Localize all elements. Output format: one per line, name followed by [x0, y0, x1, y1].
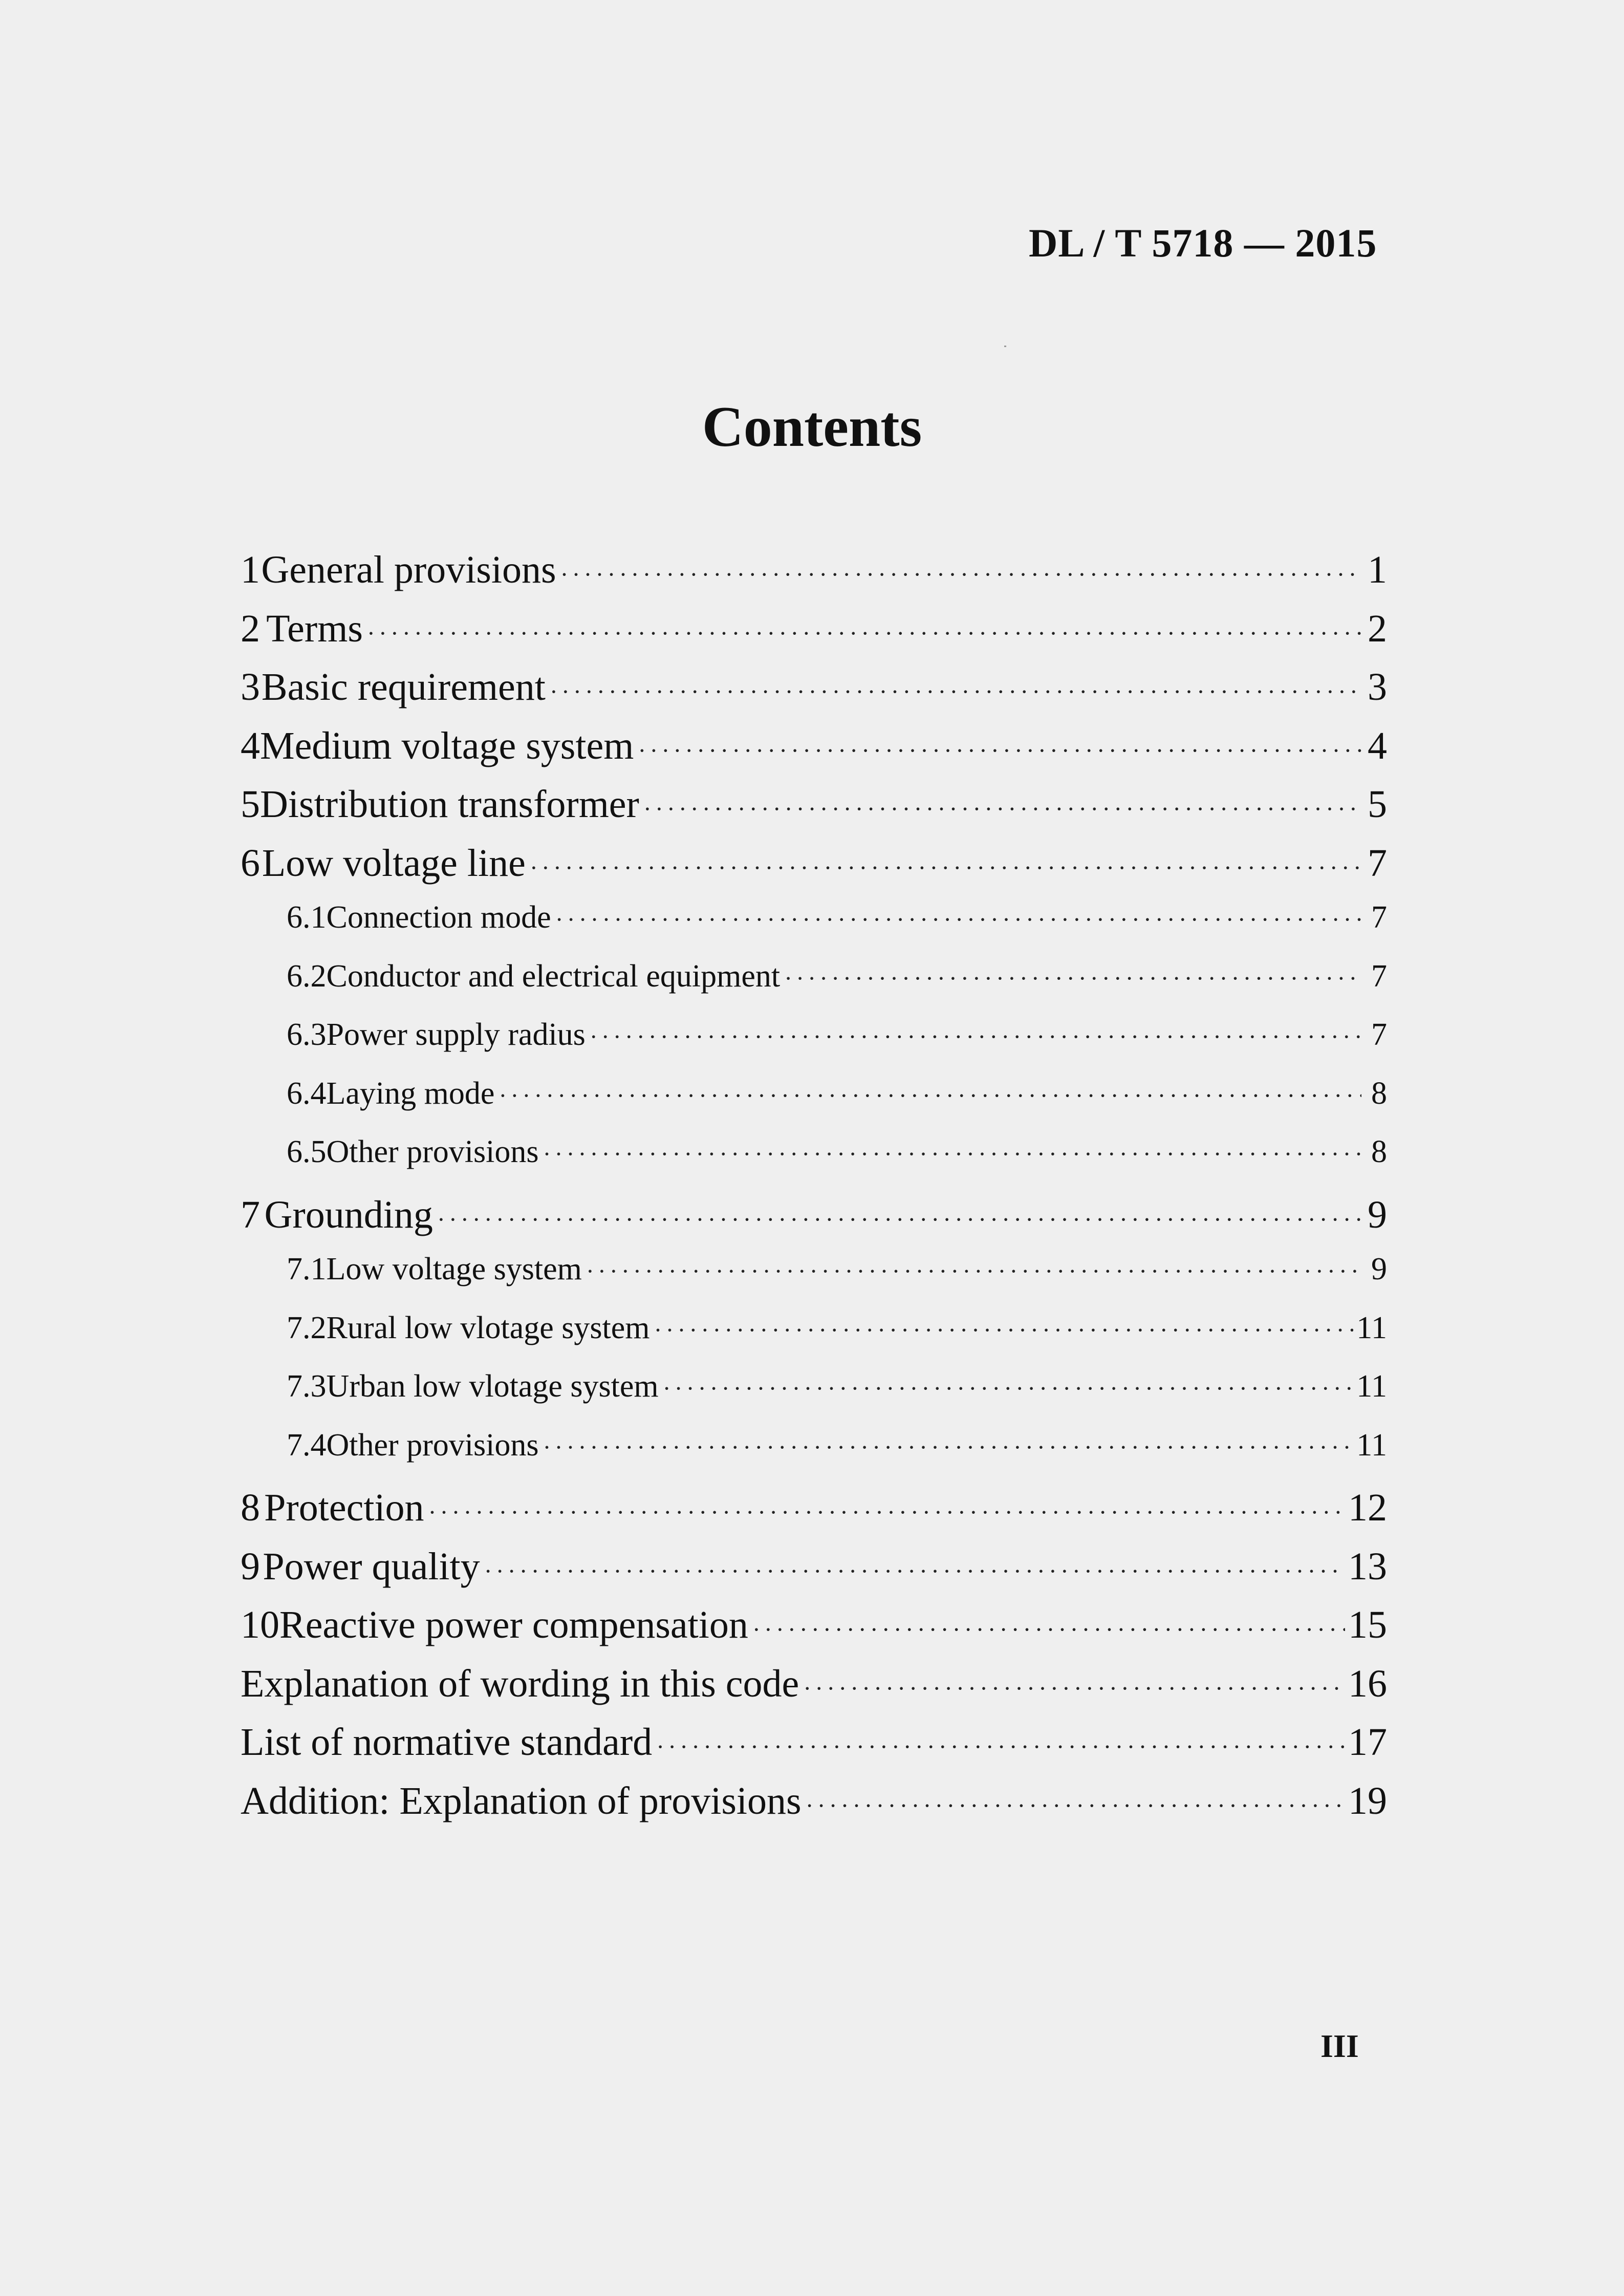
toc-label: Power supply radius [326, 1017, 586, 1052]
toc-entry[interactable] [241, 1603, 1387, 1662]
toc-label: Low voltage system [326, 1252, 582, 1286]
toc-page: 7 [1371, 958, 1387, 994]
toc-page: 7 [1368, 841, 1387, 885]
toc-label: Low voltage line [262, 841, 526, 885]
dot-leader [499, 1082, 1361, 1110]
toc-label: General provisions [261, 548, 556, 591]
toc-label: Protection [264, 1486, 424, 1529]
scan-speck [1004, 346, 1006, 347]
dot-leader [656, 1733, 1345, 1761]
toc-appendix-entry[interactable] [241, 1662, 1387, 1721]
dot-leader [530, 854, 1361, 882]
dot-leader [560, 561, 1361, 589]
toc-subentry[interactable] [241, 1134, 1387, 1193]
toc-number: 2 [241, 607, 260, 650]
toc-number: 3 [241, 666, 260, 709]
toc-number: 7 [241, 1193, 260, 1236]
toc-subentry[interactable] [241, 899, 1387, 958]
toc-entry[interactable] [241, 841, 1387, 900]
toc-entry[interactable] [241, 782, 1387, 841]
toc-number: 6.2 [287, 958, 327, 994]
toc-entry[interactable] [241, 1486, 1387, 1544]
toc-label: Basic requirement [261, 666, 546, 709]
toc-page: 16 [1348, 1662, 1387, 1705]
toc-label: Addition: Explanation of provisions [241, 1779, 802, 1822]
dot-leader [752, 1616, 1345, 1644]
toc-number: 5 [241, 783, 260, 826]
toc-label: Explanation of wording in this code [241, 1662, 799, 1705]
document-code: DL / T 5718 — 2015 [1029, 221, 1377, 265]
toc-subentry[interactable] [241, 1076, 1387, 1134]
dot-leader [437, 1206, 1361, 1234]
toc-label: Conductor and electrical equipment [326, 958, 781, 994]
toc-label: Power quality [263, 1544, 480, 1588]
toc-page: 8 [1371, 1134, 1387, 1169]
toc-page: 5 [1368, 783, 1387, 826]
toc-page: 2 [1368, 607, 1387, 650]
toc-number: 7.4 [287, 1427, 327, 1463]
toc-label: Terms [266, 607, 363, 650]
toc-label: Other provisions [326, 1134, 539, 1169]
toc-page: 9 [1368, 1193, 1387, 1236]
toc-subentry[interactable] [241, 1427, 1387, 1486]
dot-leader [367, 619, 1361, 648]
table-of-contents [241, 548, 1387, 1837]
toc-entry[interactable] [241, 607, 1387, 666]
toc-appendix-entry[interactable] [241, 1720, 1387, 1779]
dot-leader [543, 1433, 1354, 1462]
toc-subentry[interactable] [241, 1017, 1387, 1076]
dot-leader [643, 795, 1361, 823]
toc-subentry[interactable] [241, 1251, 1387, 1310]
toc-subentry[interactable] [241, 1368, 1387, 1427]
dot-leader [555, 906, 1361, 934]
toc-number: 8 [241, 1486, 260, 1529]
toc-number: 6.5 [287, 1134, 327, 1169]
toc-entry[interactable] [241, 1193, 1387, 1252]
toc-page: 7 [1371, 1017, 1387, 1052]
toc-label: Other provisions [326, 1427, 539, 1463]
toc-page: 12 [1348, 1486, 1387, 1529]
toc-page: 7 [1371, 900, 1387, 935]
toc-number: 4 [241, 724, 260, 767]
toc-number: 1 [241, 548, 260, 591]
toc-page: 11 [1356, 1427, 1387, 1463]
toc-page: 11 [1356, 1369, 1387, 1404]
dot-leader [654, 1316, 1353, 1344]
toc-label: Connection mode [326, 900, 551, 935]
toc-page: 11 [1356, 1310, 1387, 1345]
toc-number: 6.4 [287, 1076, 327, 1111]
toc-entry[interactable] [241, 548, 1387, 607]
toc-number: 7.1 [287, 1252, 327, 1286]
toc-page: 13 [1348, 1544, 1387, 1588]
toc-page: 8 [1371, 1076, 1387, 1111]
toc-label: Medium voltage system [260, 724, 634, 767]
dot-leader [590, 1023, 1361, 1051]
page-number: III [1320, 2028, 1359, 2064]
toc-page: 4 [1368, 724, 1387, 767]
toc-number: 7.2 [287, 1310, 327, 1345]
toc-number: 10 [241, 1603, 279, 1646]
toc-appendix-entry[interactable] [241, 1779, 1387, 1838]
toc-label: Urban low vlotage system [326, 1369, 659, 1404]
toc-number: 9 [241, 1544, 260, 1588]
dot-leader [543, 1140, 1361, 1168]
toc-page: 19 [1348, 1779, 1387, 1822]
toc-label: Distribution transformer [260, 783, 639, 826]
page-title: Contents [702, 395, 922, 459]
dot-leader [550, 678, 1361, 706]
dot-leader [638, 737, 1361, 765]
toc-entry[interactable] [241, 724, 1387, 783]
dot-leader [586, 1257, 1361, 1285]
toc-number: 7.3 [287, 1369, 327, 1404]
toc-entry[interactable] [241, 1544, 1387, 1603]
toc-page: 1 [1368, 548, 1387, 591]
toc-number: 6 [241, 841, 260, 885]
dot-leader [484, 1557, 1345, 1585]
dot-leader [663, 1375, 1354, 1403]
toc-number: 6.1 [287, 900, 327, 935]
toc-number: 6.3 [287, 1017, 327, 1052]
toc-label: Rural low vlotage system [326, 1310, 650, 1345]
toc-page: 17 [1348, 1721, 1387, 1764]
toc-label: Laying mode [326, 1076, 495, 1111]
toc-label: Reactive power compensation [279, 1603, 748, 1646]
toc-label: Grounding [264, 1193, 433, 1236]
toc-subentry[interactable] [241, 958, 1387, 1017]
toc-page: 15 [1348, 1603, 1387, 1646]
dot-leader [428, 1498, 1345, 1527]
toc-subentry[interactable] [241, 1310, 1387, 1369]
dot-leader [784, 964, 1361, 993]
toc-page: 3 [1368, 666, 1387, 709]
toc-entry[interactable] [241, 665, 1387, 724]
dot-leader [803, 1675, 1345, 1703]
toc-page: 9 [1371, 1252, 1387, 1286]
dot-leader [806, 1792, 1345, 1820]
toc-label: List of normative standard [241, 1721, 653, 1764]
